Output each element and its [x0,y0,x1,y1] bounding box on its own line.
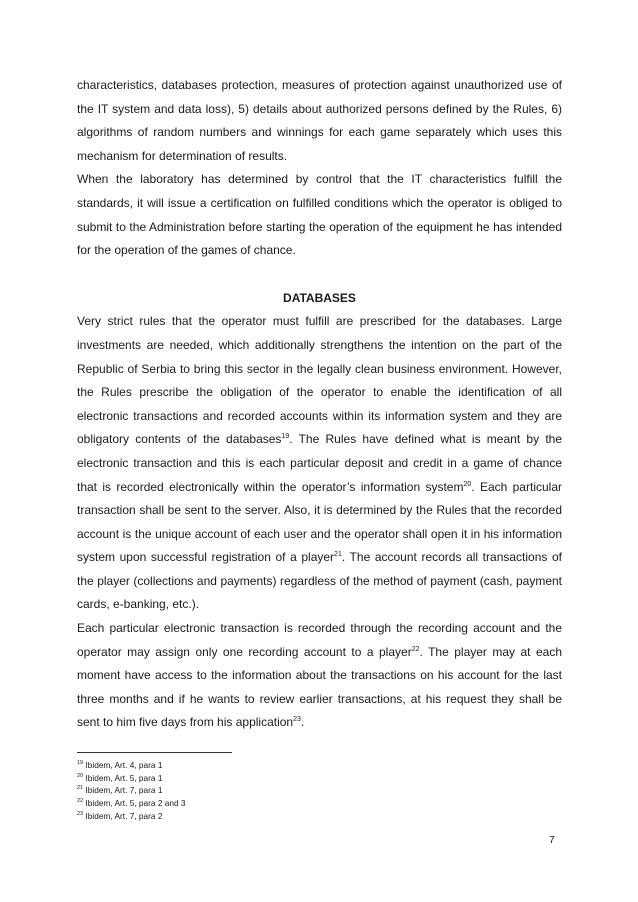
paragraph-3-text-2: . The Rules have defined what is meant by the electronic transaction and this is each particular deposit and credit in a game of chance that is recorded electronically within the operator’s information system [77,432,563,494]
paragraph-3-text-1: Very strict rules that the operator must fulfill are prescribed for the databases. Large investments are needed, which additionally strengthens the intention on the part of the Republic of Serbia to bring this sector in the legally clean business environment. However, the Rules prescribe the obligation of the operator to enable the identification of all electronic transactions and recorded accounts within its information system and they are obligatory contents of the databases [77,314,562,447]
footnote-ref-23[interactable]: 23 [293,716,301,724]
paragraph-3 [77,310,562,617]
footnote-20 [77,772,186,785]
body-text [77,74,562,735]
footnote-text: Ibidem, Art. 7, para 1 [85,785,163,796]
footnote-number: 21 [77,785,84,792]
footnote-22 [77,797,186,810]
paragraph-1: characteristics, databases protection, measures of protection against unauthorized use of the IT system and data loss), 5) details about authorized persons defined by the Rules, 6) algorithms of random numbers and winnings for each game separately which uses this mechanism for determination of results. [77,78,562,163]
footnote-ref-20[interactable]: 20 [463,480,472,488]
footnote-19 [77,759,186,772]
footnote-number: 19 [77,760,84,767]
section-heading: DATABASES [283,290,356,305]
paragraph-3-text-3: . Each particular transaction shall be sent to the server. Also, it is determined by the Rules that the recorded account is the unique account of each user and the operator shall open it in his information system upon successful registration of a player [77,479,562,565]
paragraph-4 [77,617,562,735]
paragraph-3-text-4: . The account records all transactions of the player (collections and payments) regardless of the method of payment (cash, payment cards, e-banking, etc.). [77,550,562,612]
footnote-ref-19[interactable]: 19 [281,433,290,441]
paragraph-4-text-2: . The player may at each moment have access to the information about the transactions on his account for the last three months and if he wants to review earlier transactions, at his request they shall be sent to him five days from his application [77,644,563,730]
footnote-text: Ibidem, Art. 5, para 2 and 3 [85,798,186,809]
paragraph-4-text-1: Each particular electronic transaction is recorded through the recording account and the operator may assign only one recording account to a player [77,621,562,659]
footnote-23 [77,810,186,823]
footnote-text: Ibidem, Art. 7, para 2 [85,810,163,821]
footnotes [77,759,186,823]
paragraph-2: When the laboratory has determined by control that the IT characteristics fulfill the standards, it will issue a certification on fulfilled conditions which the operator is obliged to submit to the Administration before starting the operation of the equipment he has intended for the operation of the games of chance. [77,172,562,258]
footnote-text: Ibidem, Art. 5, para 1 [85,772,163,783]
footnote-21 [77,784,186,797]
footnote-ref-21[interactable]: 21 [334,551,342,559]
footnote-separator [77,752,232,753]
page-number: 7 [549,834,555,846]
paragraph-4-text-3: . [300,715,305,730]
footnote-number: 20 [77,772,84,779]
footnote-text: Ibidem, Art. 4, para 1 [85,760,163,770]
footnote-ref-22[interactable]: 22 [411,645,420,653]
footnote-number: 23 [77,811,84,818]
footnote-number: 22 [77,798,84,805]
